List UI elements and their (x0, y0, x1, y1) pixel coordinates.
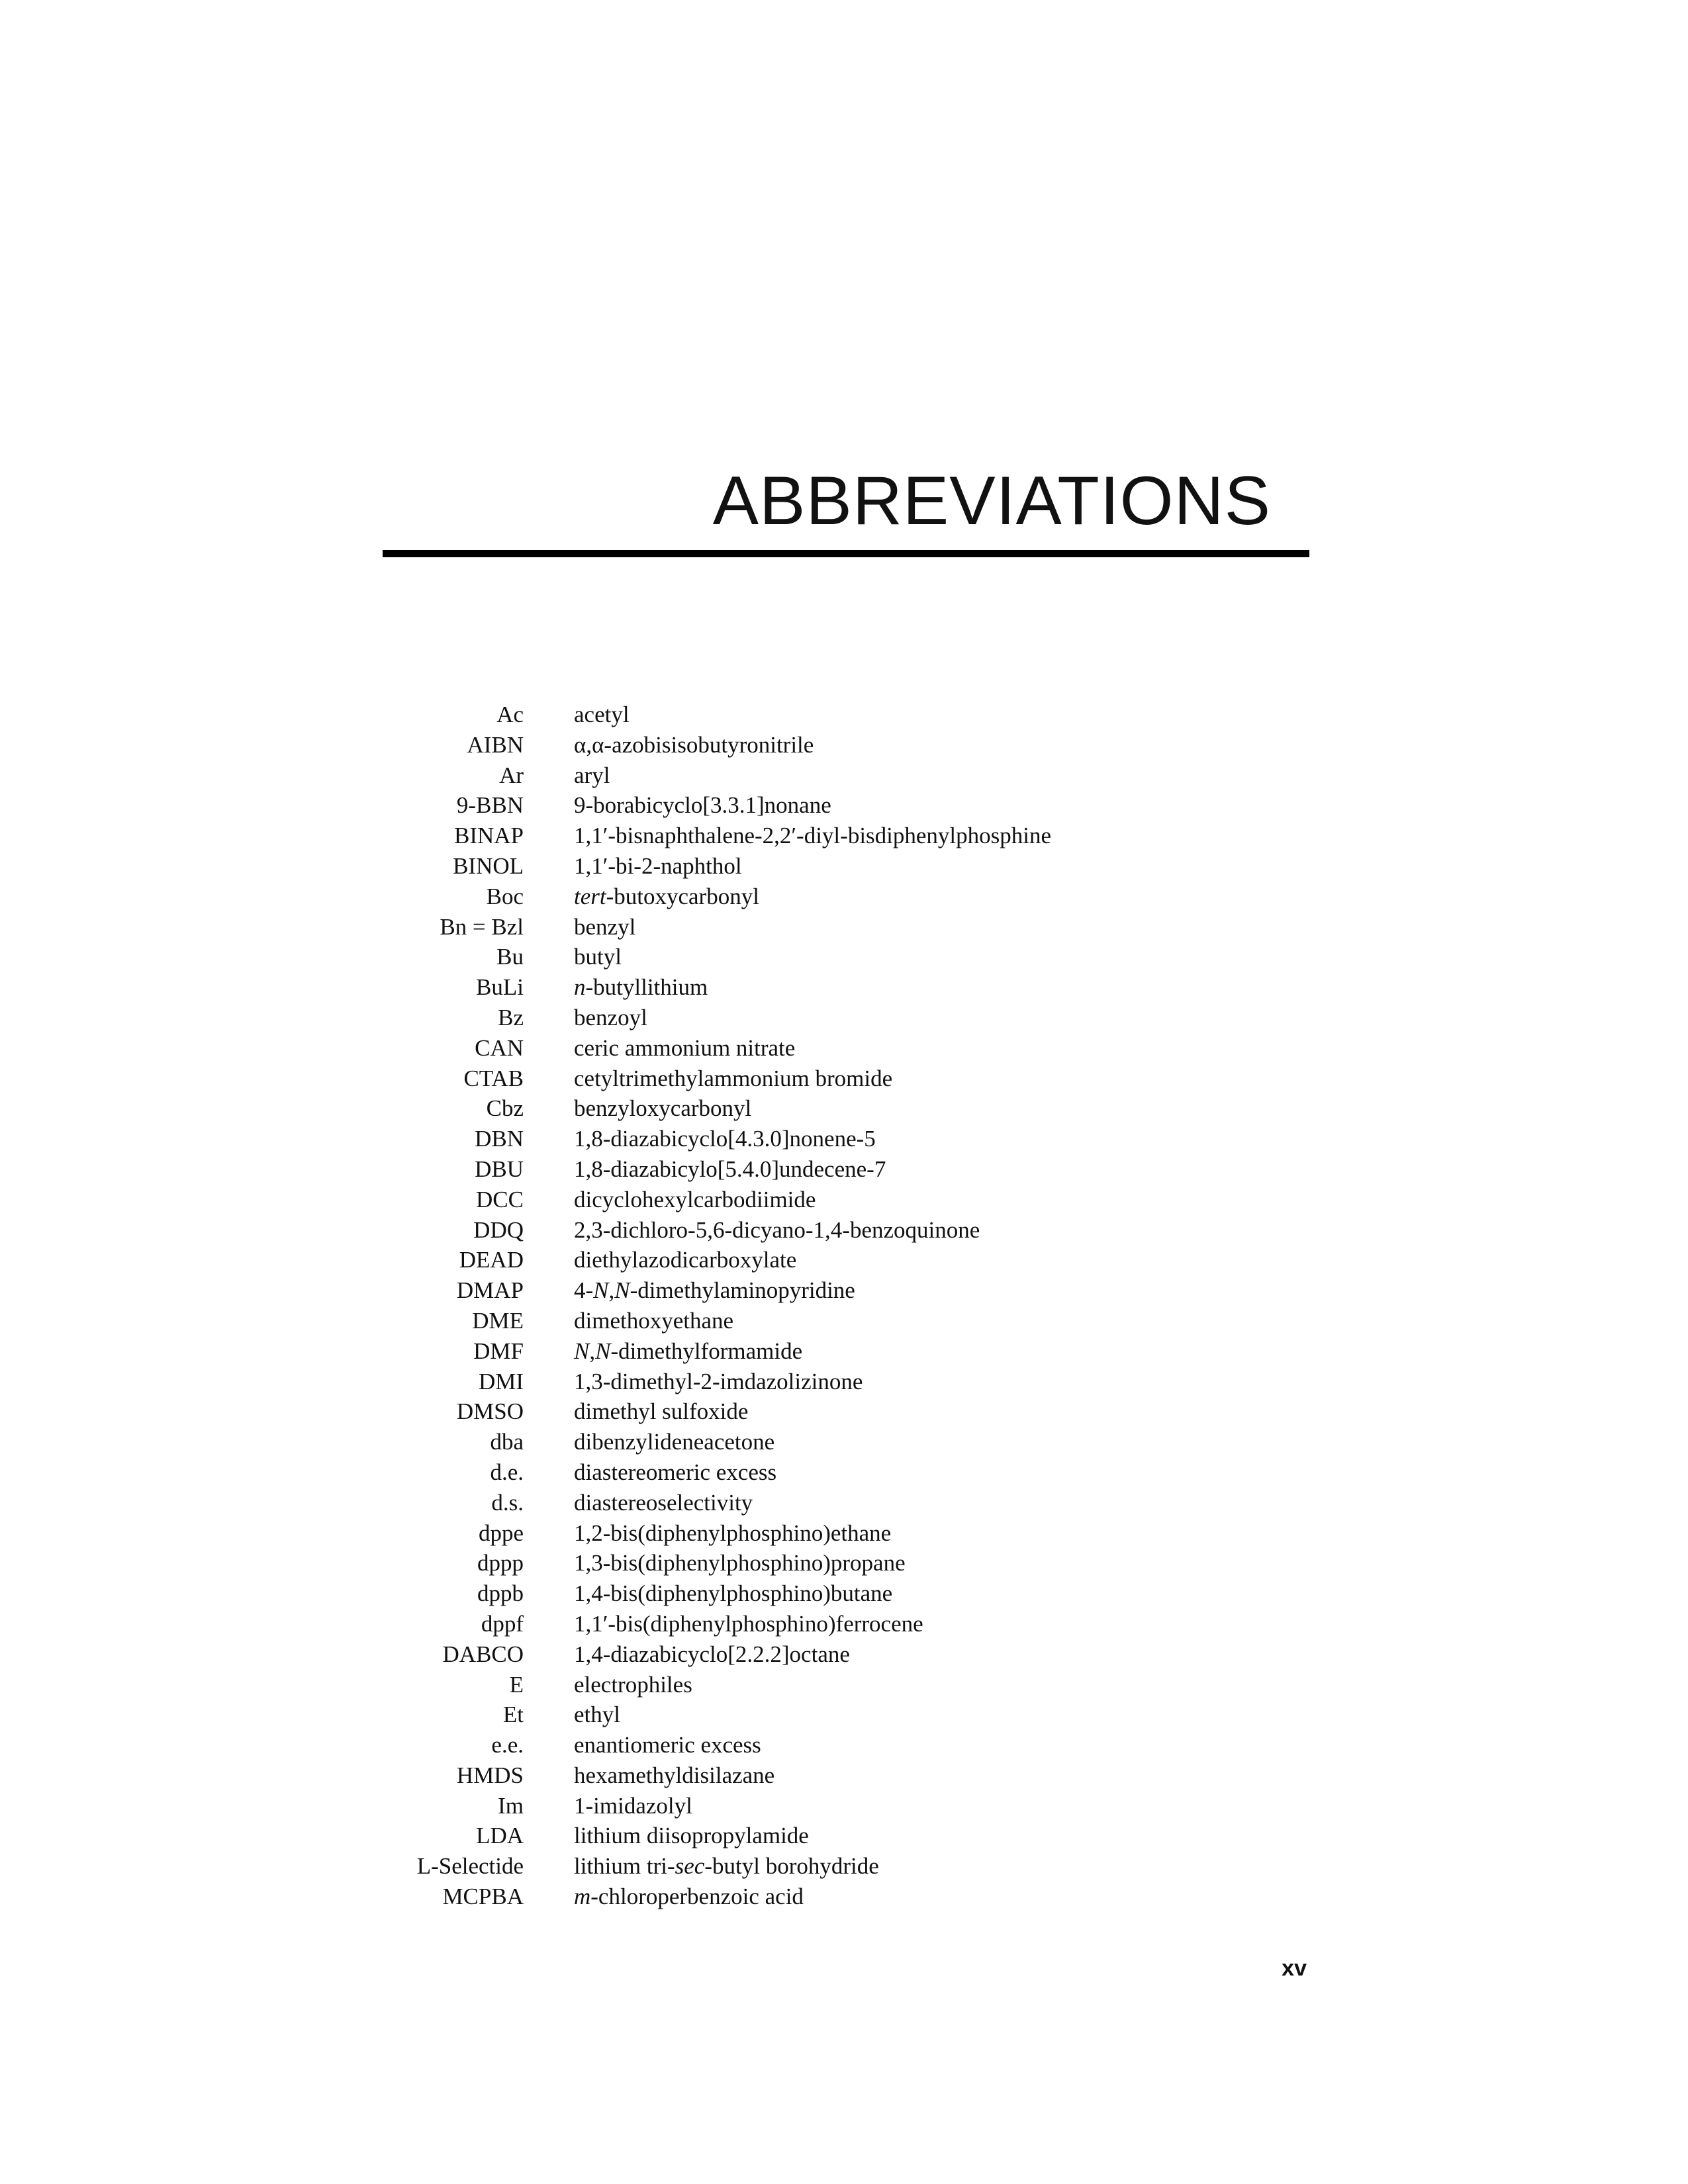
abbreviation-row (371, 1396, 1231, 1427)
definition-segment: cetyltrimethylammonium bromide (574, 1065, 893, 1091)
abbreviation-term: 9-BBN (456, 792, 524, 819)
abbreviation-definition (574, 1275, 855, 1306)
definition-segment: , (589, 1338, 596, 1364)
title-rule (383, 550, 1309, 557)
abbreviation-row (371, 972, 1231, 1003)
definition-segment: benzyloxycarbonyl (574, 1095, 752, 1122)
abbreviation-term: DMSO (456, 1398, 524, 1425)
abbreviation-row (371, 1003, 1231, 1033)
abbreviation-term: dppp (477, 1550, 524, 1576)
abbreviation-row (371, 1670, 1231, 1700)
abbreviation-row (371, 821, 1231, 851)
definition-segment: -butoxycarbonyl (606, 883, 759, 909)
abbreviation-row (371, 1518, 1231, 1549)
abbreviation-term: HMDS (456, 1762, 524, 1788)
definition-segment: dibenzylideneacetone (574, 1429, 775, 1455)
abbreviation-row (371, 1064, 1231, 1094)
abbreviation-definition (574, 1730, 761, 1760)
definition-segment: benzoyl (574, 1004, 647, 1030)
abbreviation-term: LDA (476, 1823, 524, 1849)
definition-segment: 1,4-diazabicyclo[2.2.2]octane (574, 1641, 850, 1667)
definition-segment: 1,3-dimethyl-2-imdazolizinone (574, 1368, 863, 1394)
definition-segment: 1,1′-bi-2-naphthol (574, 852, 742, 879)
definition-italic-segment: N (574, 1338, 590, 1364)
abbreviation-definition (574, 1003, 647, 1033)
definition-segment: diethylazodicarboxylate (574, 1247, 797, 1273)
abbreviation-term: DABCO (442, 1641, 524, 1667)
abbreviation-definition (574, 790, 831, 821)
abbreviation-term: AIBN (467, 731, 524, 758)
definition-segment: acetyl (574, 702, 630, 727)
abbreviation-term: CTAB (463, 1065, 524, 1091)
abbreviation-row (371, 1760, 1231, 1791)
abbreviation-definition (574, 1245, 796, 1275)
definition-segment: diastereomeric excess (574, 1459, 777, 1485)
abbreviation-definition (574, 1882, 804, 1912)
abbreviation-term: dba (490, 1429, 524, 1455)
abbreviation-definition (574, 760, 610, 791)
abbreviation-term: DMI (478, 1368, 524, 1394)
abbreviation-definition (574, 1215, 980, 1246)
definition-italic-segment: n (574, 974, 586, 1001)
definition-italic-segment: sec (675, 1853, 705, 1880)
abbreviation-row (371, 1457, 1231, 1488)
definition-segment: lithium diisopropylamide (574, 1823, 809, 1849)
abbreviation-definition (574, 1427, 774, 1457)
abbreviation-term: Im (498, 1792, 524, 1819)
definition-segment: enantiomeric excess (574, 1732, 761, 1758)
abbreviation-term: DMF (473, 1338, 524, 1364)
abbreviation-term: Cbz (486, 1095, 524, 1122)
abbreviation-row (371, 851, 1231, 882)
abbreviation-row (371, 1215, 1231, 1246)
definition-segment: ethyl (574, 1702, 620, 1728)
abbreviation-definition (574, 1670, 692, 1700)
definition-segment: -dimethylaminopyridine (630, 1277, 855, 1304)
definition-segment: -chloroperbenzoic acid (590, 1884, 804, 1910)
abbreviation-term: DEAD (459, 1247, 524, 1273)
abbreviation-term: e.e. (491, 1732, 524, 1758)
abbreviation-row (371, 882, 1231, 912)
abbreviation-row (371, 730, 1231, 760)
definition-segment: 1,4-bis(diphenylphosphino)butane (574, 1580, 893, 1607)
definition-segment: hexamethyldisilazane (574, 1762, 775, 1788)
abbreviation-row (371, 1033, 1231, 1064)
definition-segment: benzyl (574, 913, 636, 940)
abbreviation-term: DCC (476, 1186, 524, 1212)
definition-segment: 1,1′-bis(diphenylphosphino)ferrocene (574, 1610, 923, 1637)
abbreviation-row (371, 912, 1231, 942)
abbreviation-term: dppf (481, 1610, 524, 1637)
definition-segment: 9-borabicyclo[3.3.1]nonane (574, 792, 831, 819)
abbreviation-row (371, 1427, 1231, 1457)
abbreviation-definition (574, 1700, 620, 1730)
abbreviation-term: d.s. (491, 1489, 524, 1516)
definition-segment: -butyllithium (585, 974, 708, 1001)
abbreviation-term: DBU (475, 1156, 524, 1182)
abbreviation-definition (574, 1457, 776, 1488)
abbreviation-term: DMAP (456, 1277, 524, 1304)
definition-italic-segment: tert (574, 883, 606, 909)
abbreviation-row (371, 1609, 1231, 1639)
definition-segment: 1-imidazolyl (574, 1792, 692, 1819)
abbreviation-definition (574, 1488, 753, 1518)
abbreviation-row (371, 1124, 1231, 1154)
definition-segment: 4- (574, 1277, 594, 1304)
abbreviation-row (371, 1821, 1231, 1851)
abbreviation-term: CAN (475, 1034, 524, 1061)
definition-italic-segment: N (593, 1277, 609, 1304)
definition-segment: dicyclohexylcarbodiimide (574, 1186, 816, 1212)
definition-segment: electrophiles (574, 1671, 692, 1698)
abbreviation-row (371, 1882, 1231, 1912)
abbreviation-row (371, 1578, 1231, 1609)
abbreviation-definition (574, 1518, 891, 1549)
definition-segment: ceric ammonium nitrate (574, 1034, 796, 1061)
abbreviation-row (371, 1306, 1231, 1336)
abbreviation-definition (574, 972, 708, 1003)
abbreviation-definition (574, 821, 1051, 851)
definition-segment: 1,8-diazabicyclo[4.3.0]nonene-5 (574, 1126, 876, 1152)
abbreviation-row (371, 1275, 1231, 1306)
definition-segment: 1,2-bis(diphenylphosphino)ethane (574, 1520, 892, 1546)
abbreviation-term: Bn = Bzl (440, 913, 524, 940)
abbreviation-term: L-Selectide (416, 1853, 524, 1880)
abbreviation-row (371, 1548, 1231, 1578)
abbreviation-definition (574, 1336, 802, 1367)
definition-segment: aryl (574, 762, 610, 788)
abbreviation-term: BINOL (453, 852, 524, 879)
abbreviation-definition (574, 1609, 923, 1639)
abbreviation-definition (574, 942, 622, 972)
abbreviation-term: Bz (498, 1004, 524, 1030)
definition-segment: lithium tri- (574, 1853, 675, 1880)
abbreviation-term: BINAP (453, 823, 524, 849)
abbreviation-row (371, 1367, 1231, 1397)
definition-segment: , (608, 1277, 615, 1304)
definition-segment: 1,8-diazabicylo[5.4.0]undecene-7 (574, 1156, 886, 1182)
abbreviation-definition (574, 1851, 879, 1882)
definition-segment: dimethyl sulfoxide (574, 1398, 749, 1425)
abbreviation-definition (574, 912, 635, 942)
abbreviation-definition (574, 1548, 906, 1578)
abbreviation-term: Et (502, 1702, 524, 1728)
abbreviation-definition (574, 1760, 774, 1791)
abbreviation-term: E (509, 1671, 524, 1698)
abbreviation-definition (574, 700, 630, 730)
abbreviation-definition (574, 1396, 748, 1427)
abbreviation-row (371, 700, 1231, 730)
page-number: xv (1282, 1956, 1307, 1981)
abbreviation-term: DBN (475, 1126, 524, 1152)
abbreviation-row (371, 1245, 1231, 1275)
abbreviation-definition (574, 882, 759, 912)
abbreviation-row (371, 1336, 1231, 1367)
abbreviation-definition (574, 1093, 751, 1124)
definition-segment: α,α-azobisisobutyronitrile (574, 731, 814, 758)
abbreviation-row (371, 1791, 1231, 1821)
abbreviation-definition (574, 1185, 816, 1215)
definition-segment: dimethoxyethane (574, 1307, 734, 1334)
abbreviation-definition (574, 1306, 733, 1336)
abbreviation-definition (574, 1154, 886, 1185)
definition-segment: 2,3-dichloro-5,6-dicyano-1,4-benzoquinone (574, 1216, 980, 1243)
definition-italic-segment: N (595, 1338, 611, 1364)
abbreviation-term: Ac (496, 702, 524, 727)
definition-segment: diastereoselectivity (574, 1489, 753, 1516)
abbreviation-row (371, 760, 1231, 791)
definition-segment: -dimethylformamide (610, 1338, 803, 1364)
abbreviation-term: Bu (496, 944, 524, 970)
abbreviation-term: MCPBA (442, 1884, 524, 1910)
page-title: ABBREVIATIONS (712, 463, 1271, 539)
abbreviation-term: Ar (499, 762, 524, 788)
abbreviation-row (371, 942, 1231, 972)
abbreviation-row (371, 1700, 1231, 1730)
definition-segment: -butyl borohydride (704, 1853, 879, 1880)
abbreviation-row (371, 1730, 1231, 1760)
definition-italic-segment: N (614, 1277, 630, 1304)
abbreviation-definition (574, 1791, 692, 1821)
definition-segment: butyl (574, 944, 622, 970)
abbreviation-definition (574, 1639, 850, 1670)
abbreviation-term: Boc (486, 883, 524, 909)
abbreviation-definition (574, 730, 814, 760)
abbreviation-row (371, 1154, 1231, 1185)
abbreviation-term: dppb (477, 1580, 524, 1607)
abbreviation-definition (574, 1124, 876, 1154)
abbreviation-row (371, 1185, 1231, 1215)
abbreviation-term: d.e. (490, 1459, 524, 1485)
abbreviation-definition (574, 1821, 809, 1851)
abbreviation-row (371, 1851, 1231, 1882)
abbreviation-list (371, 700, 1231, 1912)
abbreviation-term: dppe (478, 1520, 524, 1546)
definition-segment: 1,3-bis(diphenylphosphino)propane (574, 1550, 906, 1576)
abbreviation-definition (574, 851, 742, 882)
abbreviation-term: DDQ (473, 1216, 524, 1243)
abbreviation-definition (574, 1033, 795, 1064)
abbreviation-definition (574, 1578, 892, 1609)
abbreviation-row (371, 790, 1231, 821)
abbreviation-row (371, 1639, 1231, 1670)
definition-segment: 1,1′-bisnaphthalene-2,2′-diyl-bisdiphenylphosphine (574, 823, 1052, 849)
abbreviation-term: BuLi (476, 974, 524, 1001)
abbreviation-row (371, 1488, 1231, 1518)
definition-italic-segment: m (574, 1884, 591, 1910)
abbreviation-row (371, 1093, 1231, 1124)
abbreviation-definition (574, 1064, 892, 1094)
abbreviation-term: DME (472, 1307, 524, 1334)
abbreviation-definition (574, 1367, 863, 1397)
